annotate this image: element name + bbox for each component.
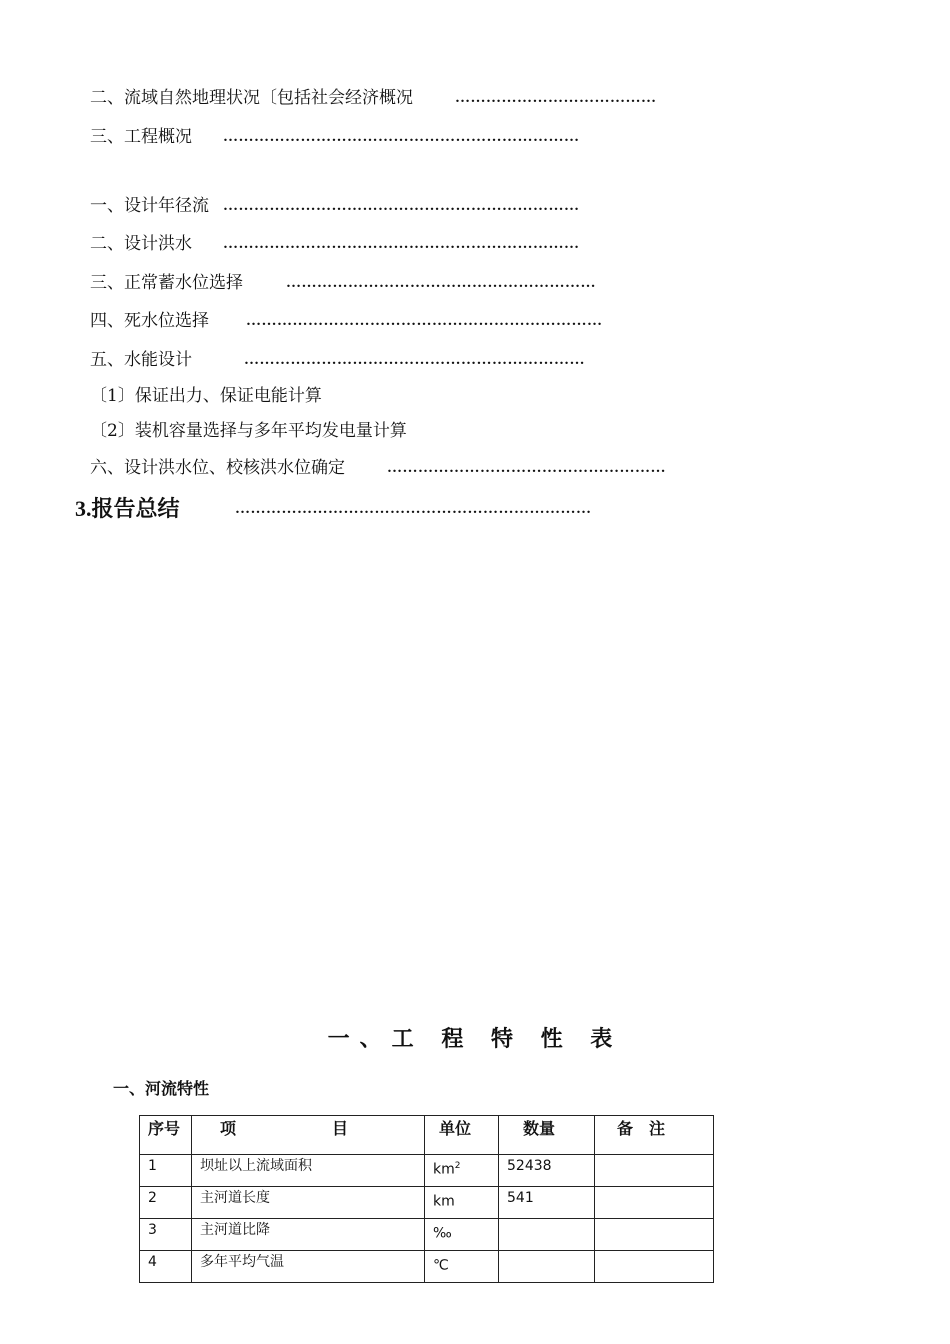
cell-item: 主河道比降: [192, 1219, 425, 1251]
toc-entry-label: 二、流域自然地理状况〔包括社会经济概况: [90, 88, 413, 108]
table-row: [140, 1155, 714, 1187]
cell-unit: [425, 1155, 499, 1187]
cell-item: 坝址以上流域面积: [192, 1155, 425, 1187]
toc-leader-dots: ……………………………………………………: [286, 275, 596, 291]
toc-leader-dots: ……………………………………………………………: [223, 129, 580, 145]
toc-entry-label: 三、工程概况: [90, 127, 192, 147]
table-row: [140, 1251, 714, 1283]
cell-quantity: [499, 1251, 595, 1283]
toc-entry[interactable]: [90, 348, 770, 372]
cell-item: 多年平均气温: [192, 1251, 425, 1283]
section-subtitle: 一、河流特性: [113, 1079, 210, 1098]
toc-leader-dots: ……………………………………………………………: [223, 198, 580, 214]
toc-entry-label: 六、设计洪水位、校核洪水位确定: [90, 458, 345, 478]
header-no: 序号: [140, 1116, 192, 1155]
toc-leader-dots: ……………………………………………………………: [235, 501, 592, 517]
cell-unit: [425, 1219, 499, 1251]
header-quantity: 数量: [499, 1116, 595, 1155]
cell-no: 1: [140, 1155, 192, 1187]
toc-entry[interactable]: 〔1〕保证出力、保证电能计算: [90, 386, 322, 406]
unit-text: ℃: [433, 1257, 449, 1274]
table-row: [140, 1187, 714, 1219]
toc-entry[interactable]: 〔2〕装机容量选择与多年平均发电量计算: [90, 421, 407, 441]
toc-leader-dots: ……………………………………………………………: [223, 236, 580, 252]
toc-entry[interactable]: [90, 271, 770, 295]
header-note: 备 注: [595, 1116, 714, 1155]
toc-entry[interactable]: [90, 309, 770, 333]
header-item: 项 目: [192, 1116, 425, 1155]
cell-quantity: 541: [499, 1187, 595, 1219]
toc-leader-dots: ……………………………………………………………: [246, 313, 603, 329]
table-header-row: [140, 1116, 714, 1155]
cell-unit: [425, 1187, 499, 1219]
header-unit: 单位: [425, 1116, 499, 1155]
cell-note: [595, 1187, 714, 1219]
unit-text: ‰: [433, 1225, 452, 1242]
cell-note: [595, 1251, 714, 1283]
unit-superscript: 2: [454, 1161, 461, 1171]
cell-no: 2: [140, 1187, 192, 1219]
toc-entry[interactable]: [90, 86, 750, 110]
toc-leader-dots: ………………………………………………: [387, 460, 666, 476]
cell-note: [595, 1155, 714, 1187]
toc-entry-label: 二、设计洪水: [90, 234, 192, 254]
toc-entry-label: 四、死水位选择: [90, 311, 209, 331]
cell-no: 3: [140, 1219, 192, 1251]
river-characteristics-table: [139, 1115, 714, 1283]
cell-unit: [425, 1251, 499, 1283]
cell-item: 主河道长度: [192, 1187, 425, 1219]
toc-summary-label: 3.报告总结: [75, 496, 180, 521]
cell-quantity: [499, 1219, 595, 1251]
cell-quantity: 52438: [499, 1155, 595, 1187]
table-row: [140, 1219, 714, 1251]
toc-leader-dots: …………………………………………………………: [244, 352, 585, 368]
toc-summary-entry[interactable]: [75, 494, 775, 524]
toc-entry-label: 五、水能设计: [90, 350, 192, 370]
toc-entry-label: 一、设计年径流: [90, 196, 209, 216]
unit-text: km: [433, 1161, 455, 1178]
cell-no: 4: [140, 1251, 192, 1283]
toc-entry[interactable]: [90, 232, 770, 256]
cell-note: [595, 1219, 714, 1251]
toc-entry[interactable]: [90, 125, 770, 149]
toc-leader-dots: …………………………………: [455, 90, 657, 106]
toc-entry[interactable]: [90, 194, 770, 218]
unit-text: km: [433, 1193, 455, 1210]
section-title: 一、工 程 特 性 表: [327, 1027, 623, 1052]
toc-entry-label: 三、正常蓄水位选择: [90, 273, 243, 293]
toc-entry[interactable]: [90, 456, 780, 480]
